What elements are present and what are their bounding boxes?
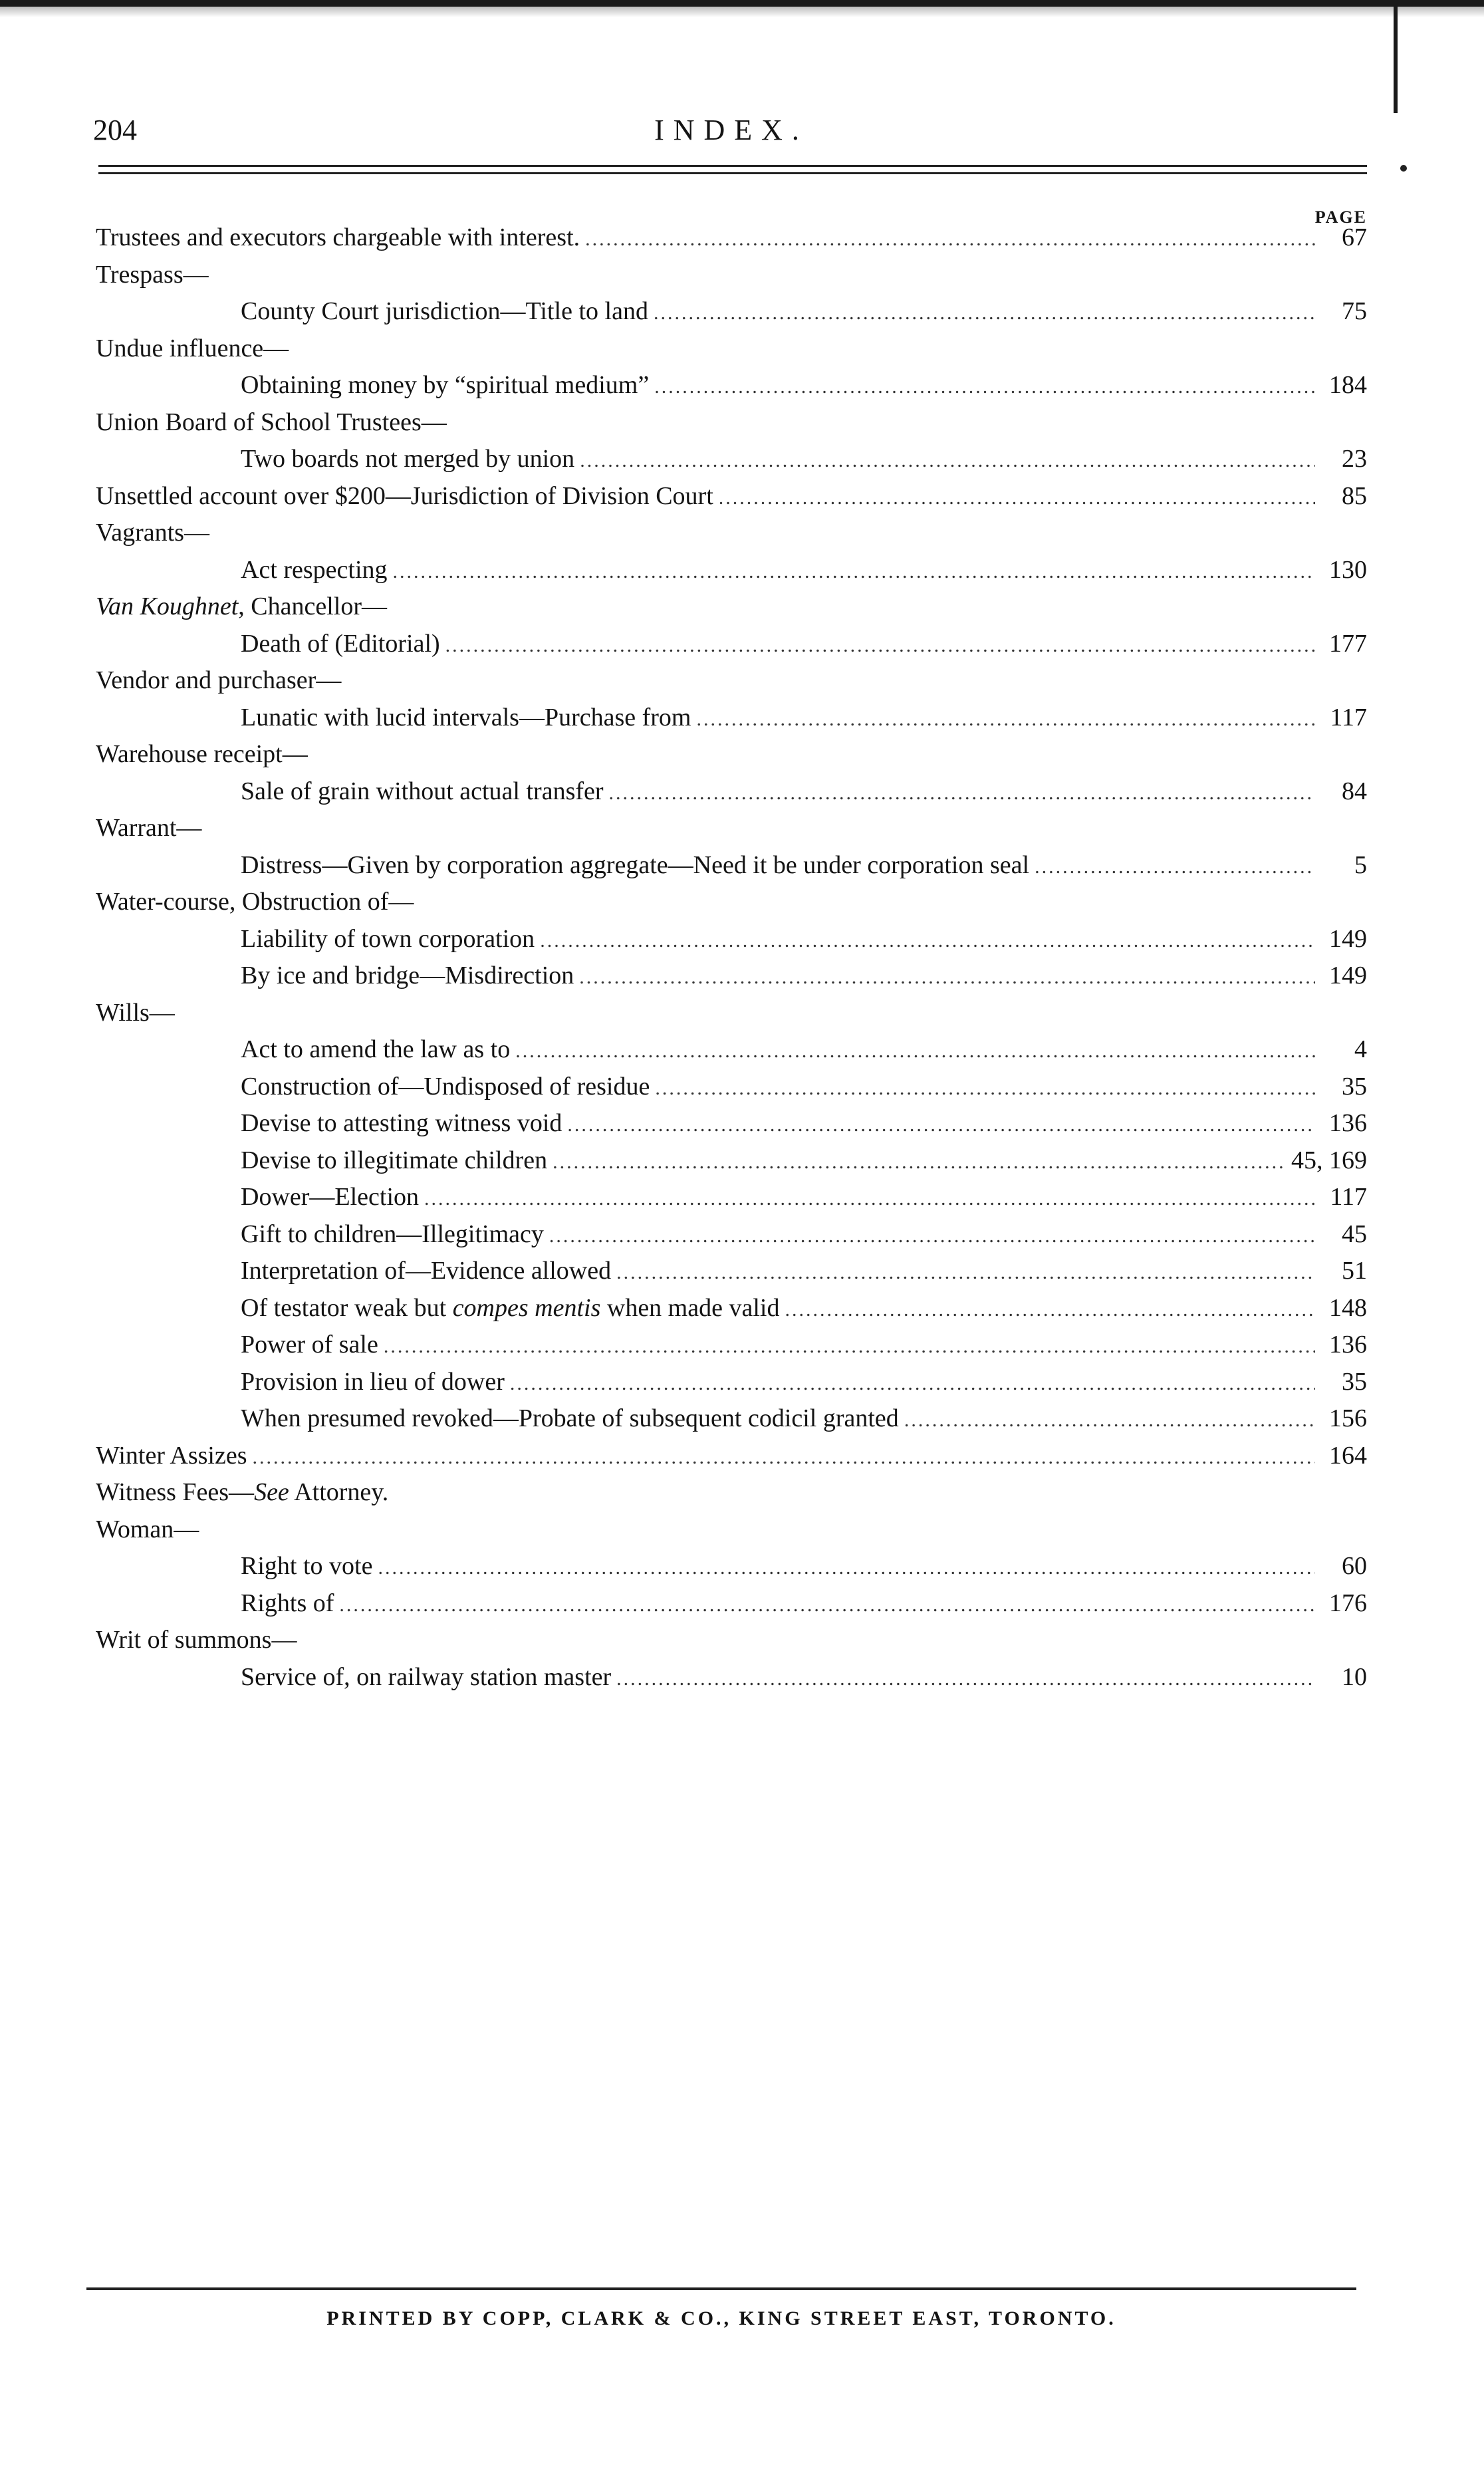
dot-leader [579,959,1315,996]
entry-label: Distress—Given by corporation aggregate—Need it be under corporation seal [241,850,1030,879]
entry-label: Union Board of School Trustees— [96,408,447,436]
dot-leader [654,368,1315,406]
index-subentry [96,773,1367,811]
dot-leader [719,479,1315,517]
entry-page-number: 45, 169 [1291,1146,1367,1174]
entry-page-number: 84 [1342,777,1367,805]
index-entry [96,1438,1367,1475]
index-subentry [96,1585,1367,1623]
entry-page-number: 136 [1329,1331,1367,1359]
index-entry [96,995,1367,1032]
entry-page-number: 23 [1342,445,1367,473]
entry-label: Lunatic with lucid intervals—Purchase from [241,703,691,731]
entry-label: Power of sale [241,1331,378,1359]
dot-leader [654,295,1315,332]
index-entry [96,662,1367,700]
index-entry [96,515,1367,552]
entry-label: Sale of grain without actual transfer [241,777,604,805]
index-subentry [96,1179,1367,1216]
entry-label: Obtaining money by “spiritual medium” [241,371,650,399]
index-entry [96,330,1367,368]
entry-label: Wills— [96,998,175,1027]
index-entry [96,404,1367,442]
scan-edge-right [1394,7,1398,113]
entry-label: Writ of summons— [96,1626,297,1654]
dot-leader [697,701,1316,738]
entry-label: Interpretation of—Evidence allowed [241,1257,612,1285]
index-entry [96,219,1367,257]
entry-label: Devise to attesting witness void [241,1109,562,1137]
dot-leader [553,1144,1286,1181]
entry-page-number: 148 [1329,1293,1367,1322]
entry-label: Liability of town corporation [241,924,535,953]
entry-label: Woman— [96,1515,199,1543]
entry-label: Water-course, Obstruction of— [96,888,414,916]
index-subentry [96,1327,1367,1364]
entry-label: Two boards not merged by union [241,445,575,473]
index-entry [96,478,1367,515]
index-entry [96,1622,1367,1659]
entry-page-number: 60 [1342,1552,1367,1580]
printer-imprint: PRINTED BY COPP, CLARK & CO., KING STREET EAST, TORONTO. [326,2307,1116,2329]
entry-label: Warrant— [96,814,202,842]
dot-leader [609,775,1315,812]
header-double-rule [98,165,1367,174]
index-entries [96,219,1367,1696]
entry-page-number: 149 [1329,924,1367,953]
entry-page-number: 85 [1342,481,1367,510]
dot-leader [1035,848,1315,886]
entry-page-number: 67 [1342,223,1367,251]
index-subentry [96,441,1367,478]
index-subentry [96,921,1367,958]
index-subentry [96,1069,1367,1106]
entry-label: Act to amend the law as to [241,1035,511,1063]
entry-page-number: 4 [1354,1035,1367,1063]
entry-page-number: 164 [1329,1441,1367,1470]
entry-label: By ice and bridge—Misdirection [241,962,574,989]
entry-page-number: 156 [1329,1404,1367,1432]
index-subentry [96,1548,1367,1585]
entry-page-number: 149 [1329,962,1367,989]
entry-page-number: 35 [1342,1072,1367,1101]
dot-leader [424,1180,1315,1218]
scan-edge-top [0,0,1484,17]
entry-label: Act respecting [241,555,388,584]
entry-label: Death of (Editorial) [241,629,440,658]
index-subentry [96,700,1367,737]
index-entry [96,810,1367,847]
entry-label: Vagrants— [96,519,209,547]
dot-leader [904,1402,1315,1439]
entry-label: Gift to children—Illegitimacy [241,1220,544,1248]
index-subentry [96,1659,1367,1696]
dot-leader [580,442,1315,479]
entry-label: Unsettled account over $200—Jurisdiction of Division Court [96,481,713,510]
entry-label: Witness Fees—See Attorney. [96,1478,389,1506]
entry-label: Right to vote [241,1552,373,1580]
index-subentry [96,626,1367,663]
index-subentry [96,1400,1367,1438]
index-entry [96,588,1367,626]
index-subentry [96,293,1367,330]
entry-page-number: 5 [1354,850,1367,879]
entry-label: When presumed revoked—Probate of subsequent codicil granted [241,1404,899,1432]
index-entry [96,1511,1367,1549]
index-entry [96,884,1367,921]
entry-label: Undue influence— [96,334,289,362]
entry-label: County Court jurisdiction—Title to land [241,297,648,325]
dot-leader [549,1218,1315,1255]
entry-page-number: 117 [1330,1183,1367,1211]
entry-label: Of testator weak but compes mentis when made valid [241,1293,780,1322]
dot-leader [252,1439,1315,1476]
dot-leader [510,1365,1315,1402]
index-subentry [96,958,1367,995]
index-subentry [96,1142,1367,1180]
index-entry [96,1474,1367,1511]
dot-leader [585,221,1315,258]
dot-leader [655,1070,1315,1107]
entry-label: Warehouse receipt— [96,740,308,768]
index-subentry [96,1253,1367,1290]
dot-leader [393,553,1315,590]
index-subentry [96,1290,1367,1327]
dot-leader [616,1254,1315,1291]
index-subentry [96,552,1367,589]
dot-leader [540,922,1315,960]
entry-page-number: 35 [1342,1367,1367,1396]
entry-label: Devise to illegitimate children [241,1146,548,1174]
entry-page-number: 184 [1329,371,1367,399]
print-speck [1400,165,1407,172]
entry-page-number: 136 [1329,1109,1367,1137]
entry-page-number: 45 [1342,1220,1367,1248]
entry-label: Trespass— [96,260,209,289]
index-subentry [96,847,1367,884]
entry-label: Construction of—Undisposed of residue [241,1072,650,1101]
index-entry [96,736,1367,773]
entry-label: Trustees and executors chargeable with interest. [96,223,580,251]
index-entry [96,257,1367,294]
running-title: INDEX. [654,114,808,146]
dot-leader [785,1291,1315,1329]
index-subentry [96,1105,1367,1142]
dot-leader [378,1549,1315,1587]
entry-label: Van Koughnet, Chancellor— [96,592,387,620]
entry-page-number: 51 [1342,1257,1367,1285]
dot-leader [445,627,1315,664]
entry-page-number: 10 [1342,1662,1367,1691]
entry-label: Service of, on railway station master [241,1662,612,1691]
dot-leader [515,1033,1315,1070]
entry-page-number: 75 [1342,297,1367,325]
footer-rule [86,2287,1356,2290]
entry-page-number: 130 [1329,555,1367,584]
entry-label: Winter Assizes [96,1441,247,1470]
entry-label: Vendor and purchaser— [96,666,342,694]
index-subentry [96,1216,1367,1253]
entry-label: Rights of [241,1589,334,1617]
page-column-heading: PAGE [1314,207,1367,227]
entry-page-number: 117 [1330,703,1367,731]
entry-label: Provision in lieu of dower [241,1367,505,1396]
dot-leader [567,1106,1315,1144]
entry-page-number: 177 [1329,629,1367,658]
index-subentry [96,367,1367,404]
dot-leader [339,1587,1315,1624]
dot-leader [616,1660,1315,1698]
dot-leader [384,1328,1315,1365]
entry-page-number: 176 [1329,1589,1367,1617]
index-subentry [96,1031,1367,1069]
page-header [93,113,1370,153]
entry-label: Dower—Election [241,1183,420,1211]
index-subentry [96,1364,1367,1401]
page-number: 204 [93,114,137,146]
